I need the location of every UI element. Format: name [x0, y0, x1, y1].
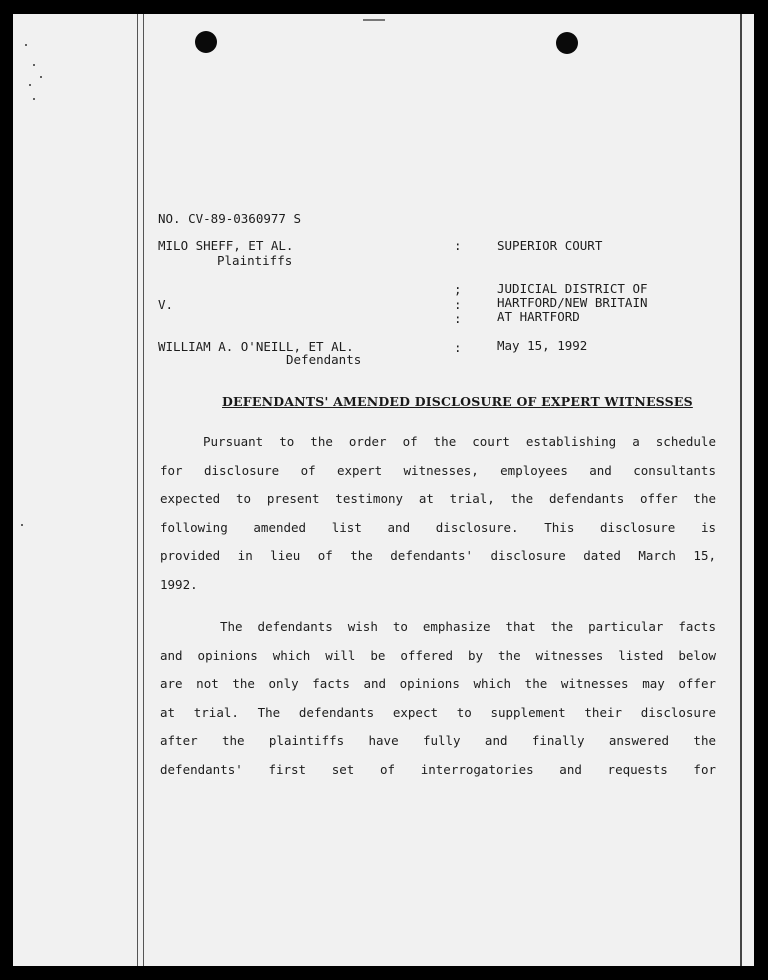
scan-speck — [25, 44, 27, 46]
defendant-name: WILLIAM A. O'NEILL, ET AL. — [158, 339, 354, 354]
paragraph-line: are not the only facts and opinions which the witnesses may offer — [160, 676, 716, 691]
left-margin-line-inner — [143, 14, 144, 966]
paragraph-line: Pursuant to the order of the court establishing a schedule — [203, 434, 716, 449]
paragraph-line: expected to present testimony at trial, the defendants offer the — [160, 491, 716, 506]
defendant-role: Defendants — [286, 352, 362, 367]
district-line-1: JUDICIAL DISTRICT OF — [497, 281, 648, 296]
paragraph-line: after the plaintiffs have fully and finally answered the — [160, 733, 716, 748]
paragraph-1 — [160, 428, 716, 599]
court-name: SUPERIOR COURT — [497, 238, 603, 253]
paragraph-line: for disclosure of expert witnesses, employees and consultants — [160, 462, 716, 478]
caption-semicolon: ; — [454, 282, 462, 297]
plaintiff-name: MILO SHEFF, ET AL. — [158, 238, 294, 253]
district-line-2: HARTFORD/NEW BRITAIN — [497, 295, 648, 310]
caption-colon: : — [454, 297, 462, 312]
paragraph-line: provided in lieu of the defendants' disclosure dated March 15, — [160, 548, 716, 563]
scan-speck — [33, 64, 35, 66]
right-margin-line — [740, 14, 742, 966]
punch-hole-right — [556, 32, 578, 54]
top-mark — [363, 19, 385, 21]
case-number: NO. CV-89-0360977 S — [158, 211, 301, 226]
filing-date: May 15, 1992 — [497, 338, 588, 353]
document-title: DEFENDANTS' AMENDED DISCLOSURE OF EXPERT WITNESSES — [222, 394, 693, 409]
document-page — [13, 14, 754, 966]
scan-speck — [29, 84, 31, 86]
district-line-3: AT HARTFORD — [497, 309, 580, 324]
paragraph-line: following amended list and disclosure. This disclosure is — [160, 519, 716, 535]
scan-speck — [33, 98, 35, 100]
plaintiff-role: Plaintiffs — [217, 253, 293, 268]
caption-colon: : — [454, 311, 462, 326]
paragraph-line: defendants' first set of interrogatories and requests for — [160, 761, 716, 777]
scan-speck — [40, 76, 42, 78]
paragraph-2 — [160, 613, 716, 784]
caption-colon: : — [454, 238, 462, 253]
caption-colon: : — [454, 340, 462, 355]
scan-speck — [21, 524, 23, 526]
left-margin-line — [137, 14, 138, 966]
paragraph-line: The defendants wish to emphasize that the particular facts — [220, 619, 716, 634]
paragraph-line: and opinions which will be offered by the witnesses listed below — [160, 647, 716, 663]
punch-hole-left — [195, 31, 217, 53]
paragraph-line: at trial. The defendants expect to supplement their disclosure — [160, 704, 716, 720]
paragraph-line: 1992. — [160, 576, 198, 592]
versus: V. — [158, 297, 174, 312]
